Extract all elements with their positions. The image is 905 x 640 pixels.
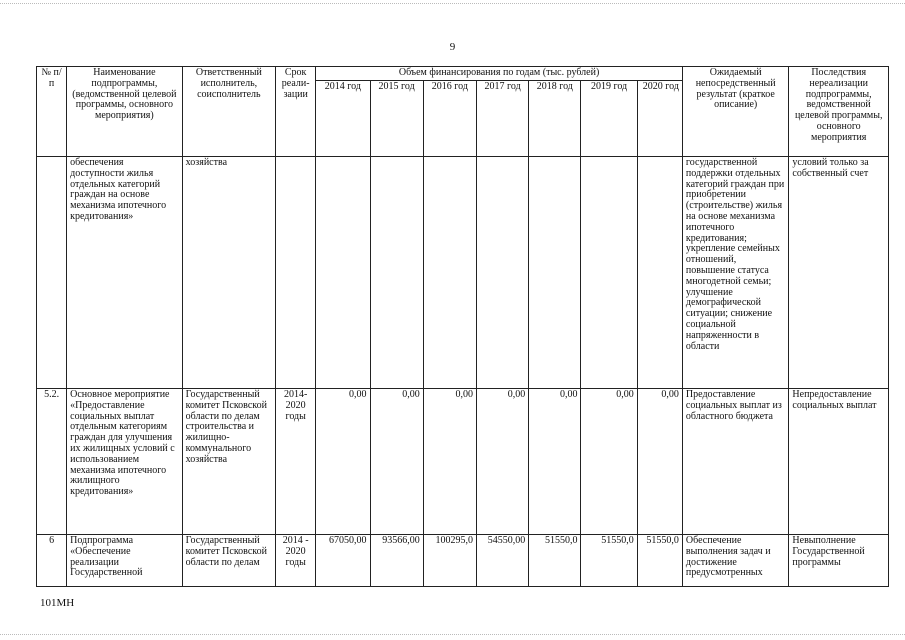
row-result: Обеспечение выполнения задач и достижение предусмотренных bbox=[682, 535, 788, 587]
row-result: государственной поддержки отдельных категорий граждан при приобретении (строительстве) жилья на основе механизма ипотечного кредитования; укрепление семейных отношений, повышение статуса многодетной семьи; улучшение демографической ситуации; снижение социальной напряженности в области bbox=[682, 157, 788, 389]
row-value-2019 bbox=[581, 157, 637, 389]
row-consequences: условий только за собственный счет bbox=[789, 157, 889, 389]
row-name: Подпрограмма «Обеспечение реализации Государственной bbox=[67, 535, 183, 587]
table-row bbox=[37, 389, 889, 535]
row-value-2018: 0,00 bbox=[529, 389, 581, 535]
row-executor: хозяйства bbox=[182, 157, 275, 389]
header-year-2014: 2014 год bbox=[316, 81, 370, 157]
row-name: Основное мероприятие «Предоставление социальных выплат отдельным категориям граждан для улучшения их жилищных условий с использованием механизма ипотечного жилищного кредитования» bbox=[67, 389, 183, 535]
row-value-2019: 0,00 bbox=[581, 389, 637, 535]
header-consequences: Последствия нереализации подпрограммы, ведомственной целевой программы, основного мероприятия bbox=[789, 67, 889, 157]
row-value-2016 bbox=[423, 157, 476, 389]
header-year-2018: 2018 год bbox=[529, 81, 581, 157]
header-result: Ожидаемый непосредственный результат (краткое описание) bbox=[682, 67, 788, 157]
header-year-2019: 2019 год bbox=[581, 81, 637, 157]
table-row bbox=[37, 535, 889, 587]
header-executor: Ответственный исполнитель, соисполнитель bbox=[182, 67, 275, 157]
header-year-2020: 2020 год bbox=[637, 81, 682, 157]
row-value-2016: 100295,0 bbox=[423, 535, 476, 587]
header-term: Срок реали-зации bbox=[276, 67, 316, 157]
row-value-2014 bbox=[316, 157, 370, 389]
row-value-2015: 0,00 bbox=[370, 389, 423, 535]
table-row bbox=[37, 157, 889, 389]
header-name: Наименование подпрограммы, (ведомственной целевой программы, основного мероприятия) bbox=[67, 67, 183, 157]
scan-edge-bottom bbox=[0, 634, 905, 635]
header-funding: Объем финансирования по годам (тыс. рублей) bbox=[316, 67, 683, 81]
row-result: Предоставление социальных выплат из областного бюджета bbox=[682, 389, 788, 535]
row-value-2019: 51550,0 bbox=[581, 535, 637, 587]
row-value-2018: 51550,0 bbox=[529, 535, 581, 587]
row-value-2018 bbox=[529, 157, 581, 389]
row-value-2020: 51550,0 bbox=[637, 535, 682, 587]
row-term: 2014-2020 годы bbox=[276, 389, 316, 535]
row-number: 5.2. bbox=[37, 389, 67, 535]
row-value-2015: 93566,00 bbox=[370, 535, 423, 587]
row-name: обеспечения доступности жилья отдельных категорий граждан на основе механизма ипотечного кредитования» bbox=[67, 157, 183, 389]
header-number: № п/п bbox=[37, 67, 67, 157]
row-value-2017: 54550,00 bbox=[476, 535, 528, 587]
row-consequences: Непредоставление социальных выплат bbox=[789, 389, 889, 535]
header-year-2015: 2015 год bbox=[370, 81, 423, 157]
row-value-2014: 67050,00 bbox=[316, 535, 370, 587]
row-value-2016: 0,00 bbox=[423, 389, 476, 535]
scan-edge-top bbox=[0, 3, 905, 4]
row-number: 6 bbox=[37, 535, 67, 587]
financing-table bbox=[36, 66, 889, 587]
row-executor: Государственный комитет Псковской области по делам строительства и жилищно-коммунального хозяйства bbox=[182, 389, 275, 535]
row-term bbox=[276, 157, 316, 389]
row-value-2020: 0,00 bbox=[637, 389, 682, 535]
row-value-2015 bbox=[370, 157, 423, 389]
row-value-2014: 0,00 bbox=[316, 389, 370, 535]
header-year-2017: 2017 год bbox=[476, 81, 528, 157]
row-value-2017: 0,00 bbox=[476, 389, 528, 535]
footer-code: 101МН bbox=[40, 597, 75, 609]
row-value-2017 bbox=[476, 157, 528, 389]
page-number: 9 bbox=[449, 41, 456, 53]
row-executor: Государственный комитет Псковской области по делам bbox=[182, 535, 275, 587]
row-term: 2014 - 2020 годы bbox=[276, 535, 316, 587]
row-value-2020 bbox=[637, 157, 682, 389]
row-number bbox=[37, 157, 67, 389]
header-year-2016: 2016 год bbox=[423, 81, 476, 157]
row-consequences: Невыполнение Государственной программы bbox=[789, 535, 889, 587]
